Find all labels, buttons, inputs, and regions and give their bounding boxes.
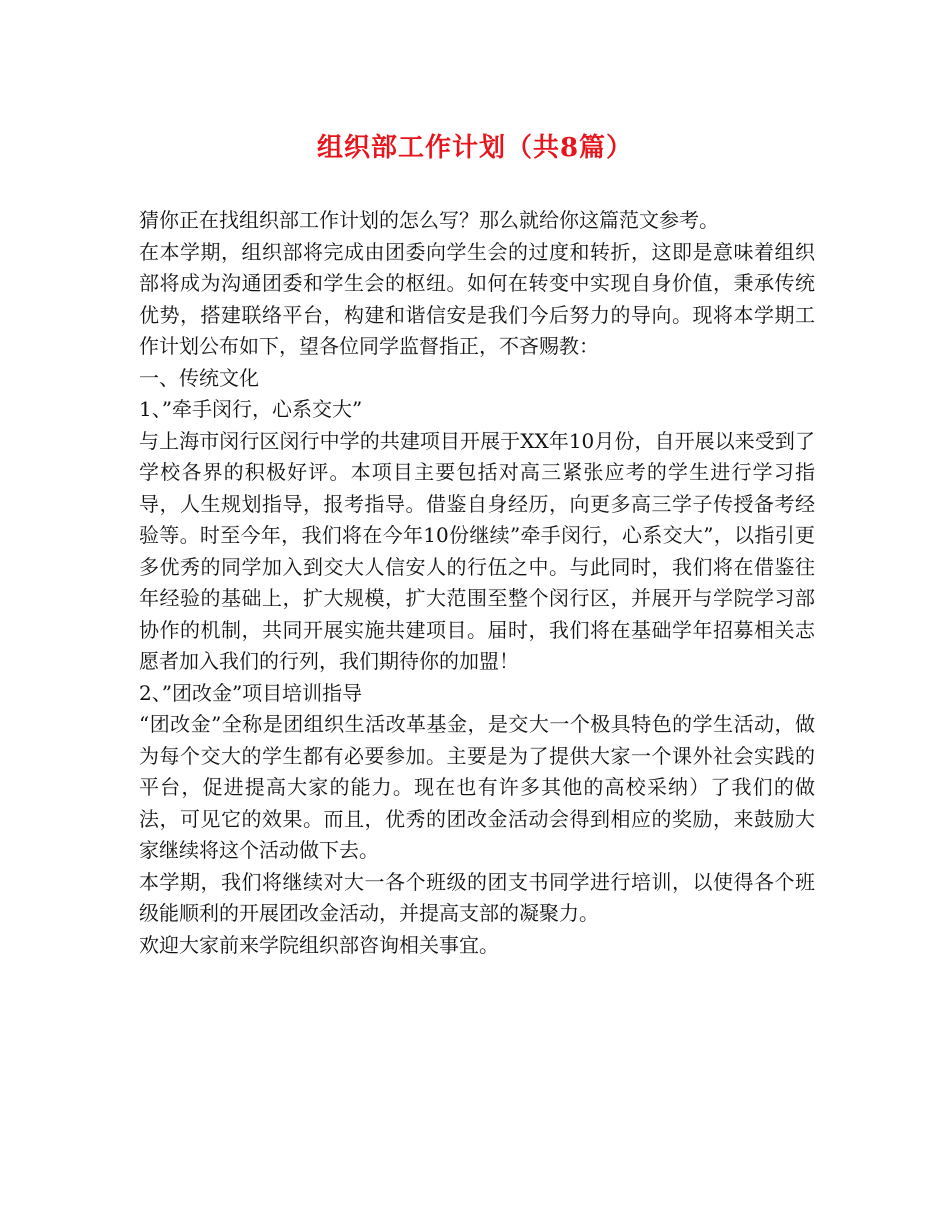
document-body bbox=[139, 205, 815, 961]
document-title: 组织部工作计划（共8篇） bbox=[316, 133, 634, 163]
paragraph-item-1: 与上海市闵行区闵行中学的共建项目开展于XX年10月份，自开展以来受到了学校各界的积极好评。本项目主要包括对高三紧张应考的学生进行学习指导，人生规划指导，报考指导。借鉴自身经历，向更多高三学子传授备考经验等。时至今年，我们将在今年10份继续”牵手闵行，心系交大”，以指引更多优秀的同学加入到交大人信安人的行伍之中。与此同时，我们将在借鉴往年经验的基础上，扩大规模，扩大范围至整个闵行区，并展开与学院学习部协作的机制，共同开展实施共建项目。届时，我们将在基础学年招募相关志愿者加入我们的行列，我们期待你的加盟！ bbox=[139, 428, 815, 673]
paragraph-closing: 欢迎大家前来学院组织部咨询相关事宜。 bbox=[139, 932, 499, 957]
subheading-item-2: 2、”团改金”项目培训指导 bbox=[139, 680, 363, 705]
paragraph-overview: 在本学期，组织部将完成由团委向学生会的过度和转折，这即是意味着组织部将成为沟通团委和学生会的枢纽。如何在转变中实现自身价值，秉承传统优势，搭建联络平台，构建和谐信安是我们今后努力的导向。现将本学期工作计划公布如下，望各位同学监督指正，不吝赐教： bbox=[139, 239, 815, 358]
subheading-item-1: 1、”牵手闵行，心系交大” bbox=[139, 397, 363, 421]
paragraph-item-2: “团改金”全称是团组织生活改革基金，是交大一个极具特色的学生活动，做为每个交大的学生都有必要参加。主要是为了提供大家一个课外社会实践的平台，促进提高大家的能力。现在也有许多其他的高校采纳）了我们的做法，可见它的效果。而且，优秀的团改金活动会得到相应的奖励，来鼓励大家继续将这个活动做下去。 bbox=[139, 712, 815, 862]
paragraph-semester-plan: 本学期，我们将继续对大一各个班级的团支书同学进行培训，以使得各个班级能顺利的开展团改金活动，并提高支部的凝聚力。 bbox=[139, 869, 815, 925]
paragraph-intro: 猜你正在找组织部工作计划的怎么写？那么就给你这篇范文参考。 bbox=[139, 208, 719, 232]
section-heading-traditional-culture: 一、传统文化 bbox=[139, 365, 259, 390]
